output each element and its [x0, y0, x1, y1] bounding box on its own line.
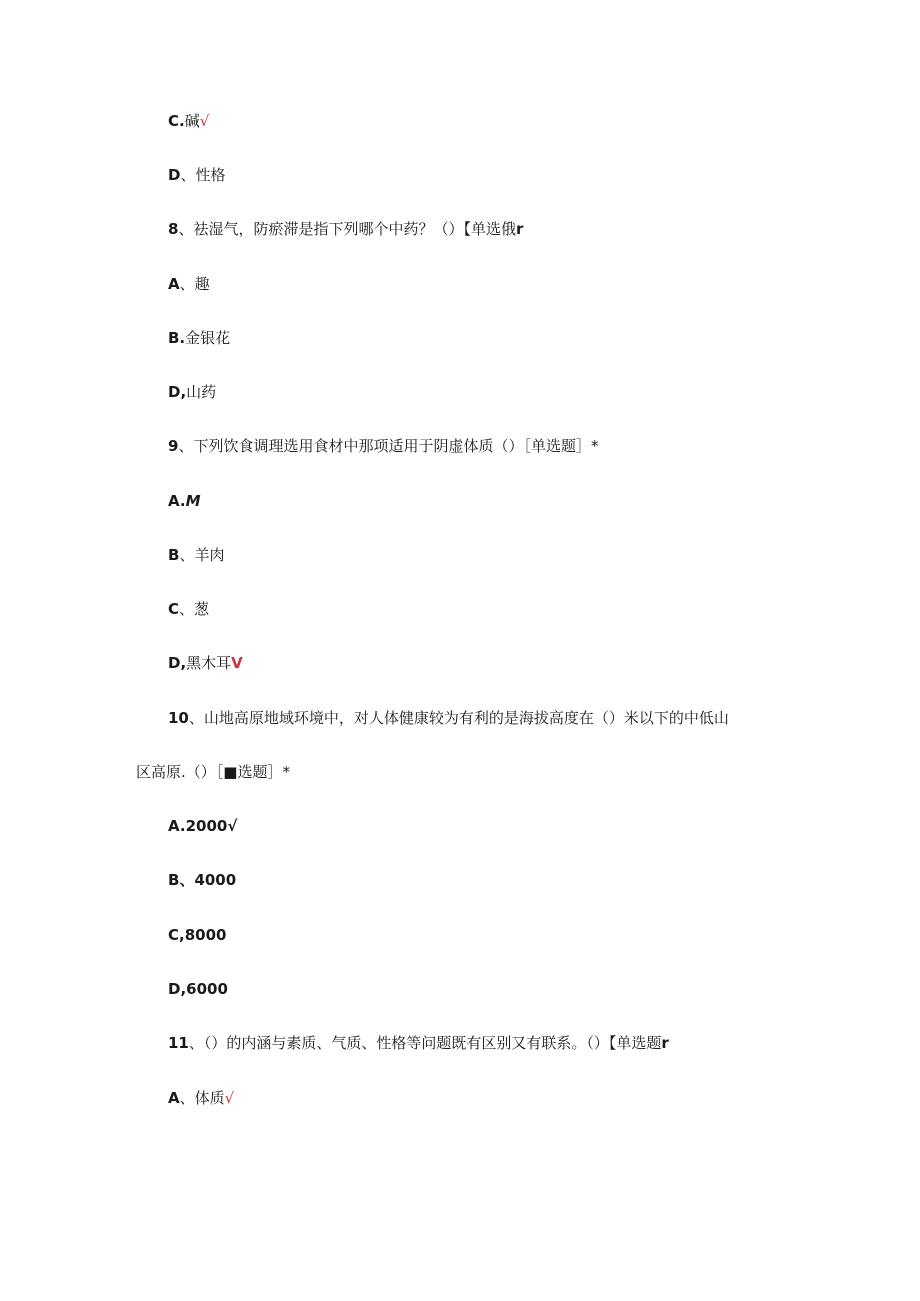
option-label: A — [168, 1089, 180, 1107]
option-text: M — [185, 492, 201, 510]
option-label: C. — [168, 112, 185, 130]
q9-option-a — [168, 491, 201, 511]
correct-check-mark: √ — [199, 112, 210, 130]
option-text: 、4000 — [179, 871, 237, 889]
question-8 — [168, 219, 523, 239]
q7-option-c — [168, 111, 209, 131]
correct-check-mark: V — [231, 654, 243, 672]
question-9 — [168, 436, 598, 456]
q9-option-c — [168, 599, 209, 619]
option-text: 、体质 — [179, 1089, 225, 1107]
option-text: 金银花 — [185, 329, 231, 347]
q10-option-b — [168, 870, 236, 890]
option-label: A.2000√ — [168, 817, 238, 835]
option-text: 、葱 — [179, 600, 210, 618]
option-text: 黑木耳 — [186, 654, 232, 672]
option-text: 、性格 — [180, 166, 226, 184]
option-label: A. — [168, 492, 186, 510]
option-text: 碱 — [184, 112, 200, 130]
q9-option-d — [168, 653, 243, 673]
q8-option-d — [168, 382, 216, 402]
q11-option-a — [168, 1088, 234, 1108]
option-label: D — [168, 166, 181, 184]
option-text: 、羊肉 — [179, 546, 225, 564]
option-label: B — [168, 546, 180, 564]
q8-option-b — [168, 328, 230, 348]
option-text: 山药 — [186, 383, 217, 401]
question-text: 区高原.（）［■选题］* — [136, 763, 290, 781]
question-10-line-1 — [168, 708, 729, 728]
correct-check-mark: √ — [224, 1089, 235, 1107]
question-tail: r — [515, 220, 524, 238]
q9-option-b — [168, 545, 224, 565]
option-label: D,6000 — [168, 980, 228, 998]
question-11 — [168, 1033, 669, 1053]
question-text: 、祛湿气，防瘀滞是指下列哪个中药？（）【单选俄 — [178, 220, 516, 238]
question-number: 8 — [168, 220, 179, 238]
option-label: B. — [168, 329, 186, 347]
question-number: 9 — [168, 437, 179, 455]
question-number: 10 — [168, 709, 189, 727]
q10-option-a — [168, 816, 237, 836]
option-label: D, — [168, 383, 187, 401]
option-label: C — [168, 600, 180, 618]
question-text: 、（）的内涵与素质、气质、性格等问题既有区别又有联系。（）【单选题 — [188, 1034, 662, 1052]
question-text: 、下列饮食调理选用食材中那项适用于阴虚体质（）［单选题］* — [178, 437, 599, 455]
question-10-line-2 — [136, 762, 290, 782]
q8-option-a — [168, 274, 210, 294]
option-label: A — [168, 275, 180, 293]
option-text: 、趣 — [179, 275, 210, 293]
question-tail: r — [661, 1034, 669, 1052]
q7-option-d — [168, 165, 225, 185]
question-number: 11 — [168, 1034, 189, 1052]
option-label: C,8000 — [168, 926, 227, 944]
option-label: D, — [168, 654, 187, 672]
option-label: B — [168, 871, 180, 889]
question-text: 、山地高原地域环境中，对人体健康较为有利的是海拔高度在（）米以下的中低山 — [188, 709, 729, 727]
q10-option-c — [168, 925, 226, 945]
q10-option-d — [168, 979, 228, 999]
